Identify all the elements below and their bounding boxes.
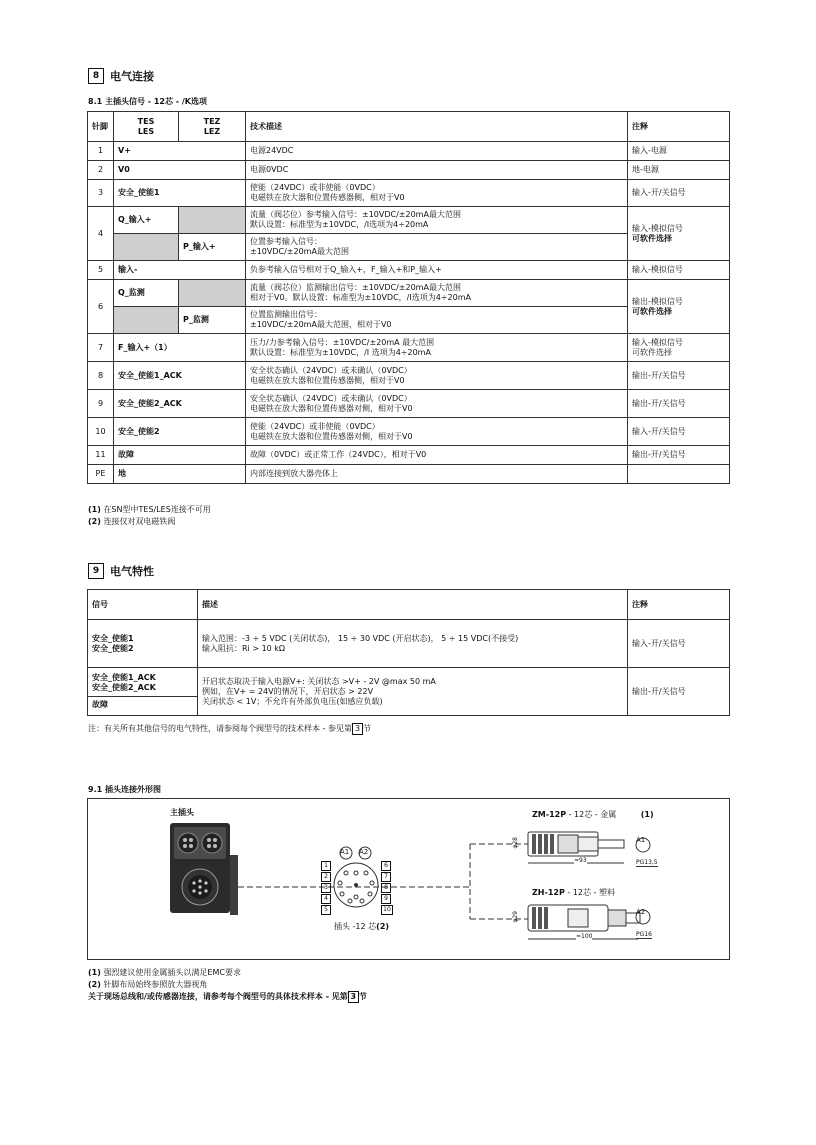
header-description: 描述	[198, 590, 628, 620]
connector-diagram	[87, 798, 730, 960]
desc-cell: 使能（24VDC）或非使能（0VDC） 电磁铁在放大器和位置传感器侧，相对于V0	[246, 180, 628, 207]
header-note: 注释	[628, 590, 730, 620]
zh-12p-title: ZH-12P - 12芯 - 塑料	[532, 888, 615, 897]
desc-cell: 压力/力参考输入信号：±10VDC/±20mA 最大范围 默认设置：标准型为±10VDC，/I 选项为4÷20mA	[246, 334, 628, 362]
zh-length-label: ≈100	[576, 933, 593, 940]
section-number: 8	[88, 68, 104, 84]
subsection-9-1-title: 9.1 插头连接外形图	[88, 785, 161, 794]
note-cell	[628, 465, 730, 484]
empty-grey-cell	[114, 307, 179, 334]
zm-diameter-label: φ28	[512, 837, 519, 849]
table-row	[88, 161, 730, 180]
section-9-1-footnotes: (1) 强烈建议使用金属插头以满足EMC要求 (2) 针脚布局始终参照放大器视角 关于现场总线和/或传感器连接，请参考每个阀型号的具体技术样本 - 见第 3 节	[88, 968, 367, 1001]
zm-length-label: ≈93	[574, 857, 587, 864]
signal-cell: 安全_使能1_ACK	[114, 362, 246, 390]
signal-cell: Q_监测	[114, 280, 179, 307]
zm-12p-title: ZM-12P - 12芯 - 金属 (1)	[532, 810, 654, 819]
signal-cell: 安全_使能1_ACK 安全_使能2_ACK 故障	[88, 668, 198, 716]
empty-grey-cell	[179, 280, 246, 307]
table-row	[88, 207, 730, 234]
subsection-8-1-title: 8.1 主插头信号 - 12芯 - /K选项	[88, 97, 207, 106]
note-cell: 输出-开/关信号	[628, 362, 730, 390]
note-cell: 输入-开/关信号	[628, 180, 730, 207]
table-header-row	[88, 590, 730, 620]
table-row	[88, 390, 730, 418]
pin-number-column: 6 7 8 9 10	[381, 861, 393, 915]
section-8-heading	[88, 68, 154, 84]
signal-cell: 地	[114, 465, 246, 484]
pin-number-column: 1 2 3 4 5	[321, 861, 331, 915]
empty-grey-cell	[179, 207, 246, 234]
table-header-row	[88, 112, 730, 142]
electrical-characteristics-table	[87, 589, 730, 716]
desc-cell: 位置监测输出信号： ±10VDC/±20mA最大范围，相对于V0	[246, 307, 628, 334]
connector-drawing	[88, 799, 729, 959]
note-cell: 输出-模拟信号 可软件选择	[628, 280, 730, 334]
desc-cell: 内部连接到放大器壳体上	[246, 465, 628, 484]
table-row	[88, 465, 730, 484]
desc-cell: 电源24VDC	[246, 142, 628, 161]
pin-cell: 9	[88, 390, 114, 418]
section-number: 9	[88, 563, 104, 579]
header-tez-lez: TEZ LEZ	[179, 112, 246, 142]
signal-cell: V0	[114, 161, 246, 180]
pin-signal-table	[87, 111, 730, 484]
header-pin: 针脚	[88, 112, 114, 142]
zh-diameter-label: φ29	[512, 911, 519, 923]
pin-cell: 11	[88, 446, 114, 465]
signal-cell: Q_输入+	[114, 207, 179, 234]
desc-cell: 开启状态取决于输入电源V+: 关闭状态 >V+ - 2V @max 50 mA 例如，在V+ = 24V的情况下，开启状态 > 22V 关闭状态 < 1V；不允许有外部负电压(如感应负载)	[198, 668, 628, 716]
pin-layout-icon	[334, 863, 378, 907]
table-row	[88, 418, 730, 446]
a2-label: A2	[359, 848, 369, 856]
table-row	[88, 280, 730, 307]
header-tes-les: TES LES	[114, 112, 179, 142]
pin-cell: 8	[88, 362, 114, 390]
table-row	[88, 668, 730, 716]
signal-cell: F_输入+（1）	[114, 334, 246, 362]
signal-cell: 安全_使能2	[114, 418, 246, 446]
zm-a1-label: A1	[636, 836, 646, 844]
table-row	[88, 142, 730, 161]
desc-cell: 位置参考输入信号： ±10VDC/±20mA最大范围	[246, 234, 628, 261]
desc-cell: 输入范围：-3 ÷ 5 VDC (关闭状态)， 15 ÷ 30 VDC (开启状态)， 5 ÷ 15 VDC(不接受) 输入阻抗：Ri > 10 kΩ	[198, 620, 628, 668]
a1-label: A1	[340, 848, 350, 856]
desc-cell: 电源0VDC	[246, 161, 628, 180]
zh-a2-label: A2	[636, 908, 646, 916]
desc-cell: 故障（0VDC）或正常工作（24VDC），相对于V0	[246, 446, 628, 465]
plug-caption: 插头 -12 芯(2)	[334, 922, 390, 931]
note-cell: 输出-开/关信号	[628, 446, 730, 465]
pin-cell: 7	[88, 334, 114, 362]
table-row	[88, 446, 730, 465]
table-row	[88, 362, 730, 390]
header-note: 注释	[628, 112, 730, 142]
signal-cell: 安全_使能1 安全_使能2	[88, 620, 198, 668]
main-plug-icon	[170, 823, 238, 915]
desc-cell: 负参考输入信号相对于Q_输入+，F_输入+和P_输入+	[246, 261, 628, 280]
note-cell: 输出-开/关信号	[628, 390, 730, 418]
signal-cell: V+	[114, 142, 246, 161]
pin-cell: 5	[88, 261, 114, 280]
zm-thread-label: PG13,5	[636, 859, 658, 866]
main-plug-label: 主插头	[170, 808, 194, 817]
zh-thread-label: PG16	[636, 931, 652, 938]
signal-cell: 安全_使能1	[114, 180, 246, 207]
section-9-note: 注：有关所有其他信号的电气特性，请参阅每个阀型号的技术样本 - 参见第 3 节	[88, 724, 371, 733]
table-row	[88, 620, 730, 668]
header-signal: 信号	[88, 590, 198, 620]
section-8-footnotes: (1) 在SN型中TES/LES连接不可用 (2) 连接仅对双电磁铁阀	[88, 505, 211, 526]
table-row	[88, 180, 730, 207]
note-cell: 输入-开/关信号	[628, 418, 730, 446]
note-cell: 输入-模拟信号 可软件选择	[628, 207, 730, 261]
pin-cell: 3	[88, 180, 114, 207]
signal-cell: P_监测	[179, 307, 246, 334]
desc-cell: 流量（阀芯位）监测输出信号：±10VDC/±20mA最大范围 相对于V0。默认设置：标准型为±10VDC，/I选项为4÷20mA	[246, 280, 628, 307]
table-row	[88, 261, 730, 280]
pin-cell: 1	[88, 142, 114, 161]
desc-cell: 安全状态确认（24VDC）或未确认（0VDC） 电磁铁在放大器和位置传感器对侧，相对于V0	[246, 390, 628, 418]
header-description: 技术描述	[246, 112, 628, 142]
section-title: 电气连接	[110, 70, 154, 83]
signal-cell: 输入-	[114, 261, 246, 280]
section-9-heading	[88, 563, 154, 579]
pin-cell: 10	[88, 418, 114, 446]
empty-grey-cell	[114, 234, 179, 261]
pin-cell: 2	[88, 161, 114, 180]
note-cell: 地-电源	[628, 161, 730, 180]
table-row	[88, 334, 730, 362]
desc-cell: 使能（24VDC）或非使能（0VDC） 电磁铁在放大器和位置传感器对侧，相对于V0	[246, 418, 628, 446]
desc-cell: 安全状态确认（24VDC）或未确认（0VDC） 电磁铁在放大器和位置传感器侧，相对于V0	[246, 362, 628, 390]
desc-cell: 流量（阀芯位）参考输入信号：±10VDC/±20mA最大范围 默认设置：标准型为±10VDC，/I选项为4÷20mA	[246, 207, 628, 234]
signal-cell: 安全_使能2_ACK	[114, 390, 246, 418]
signal-cell: P_输入+	[179, 234, 246, 261]
pin-cell: 4	[88, 207, 114, 261]
note-cell: 输入-电源	[628, 142, 730, 161]
pin-cell: 6	[88, 280, 114, 334]
note-cell: 输出-开/关信号	[628, 668, 730, 716]
pin-cell: PE	[88, 465, 114, 484]
note-cell: 输入-模拟信号	[628, 261, 730, 280]
note-cell: 输入-开/关信号	[628, 620, 730, 668]
signal-cell: 故障	[114, 446, 246, 465]
section-title: 电气特性	[110, 565, 154, 578]
note-cell: 输入-模拟信号 可软件选择	[628, 334, 730, 362]
